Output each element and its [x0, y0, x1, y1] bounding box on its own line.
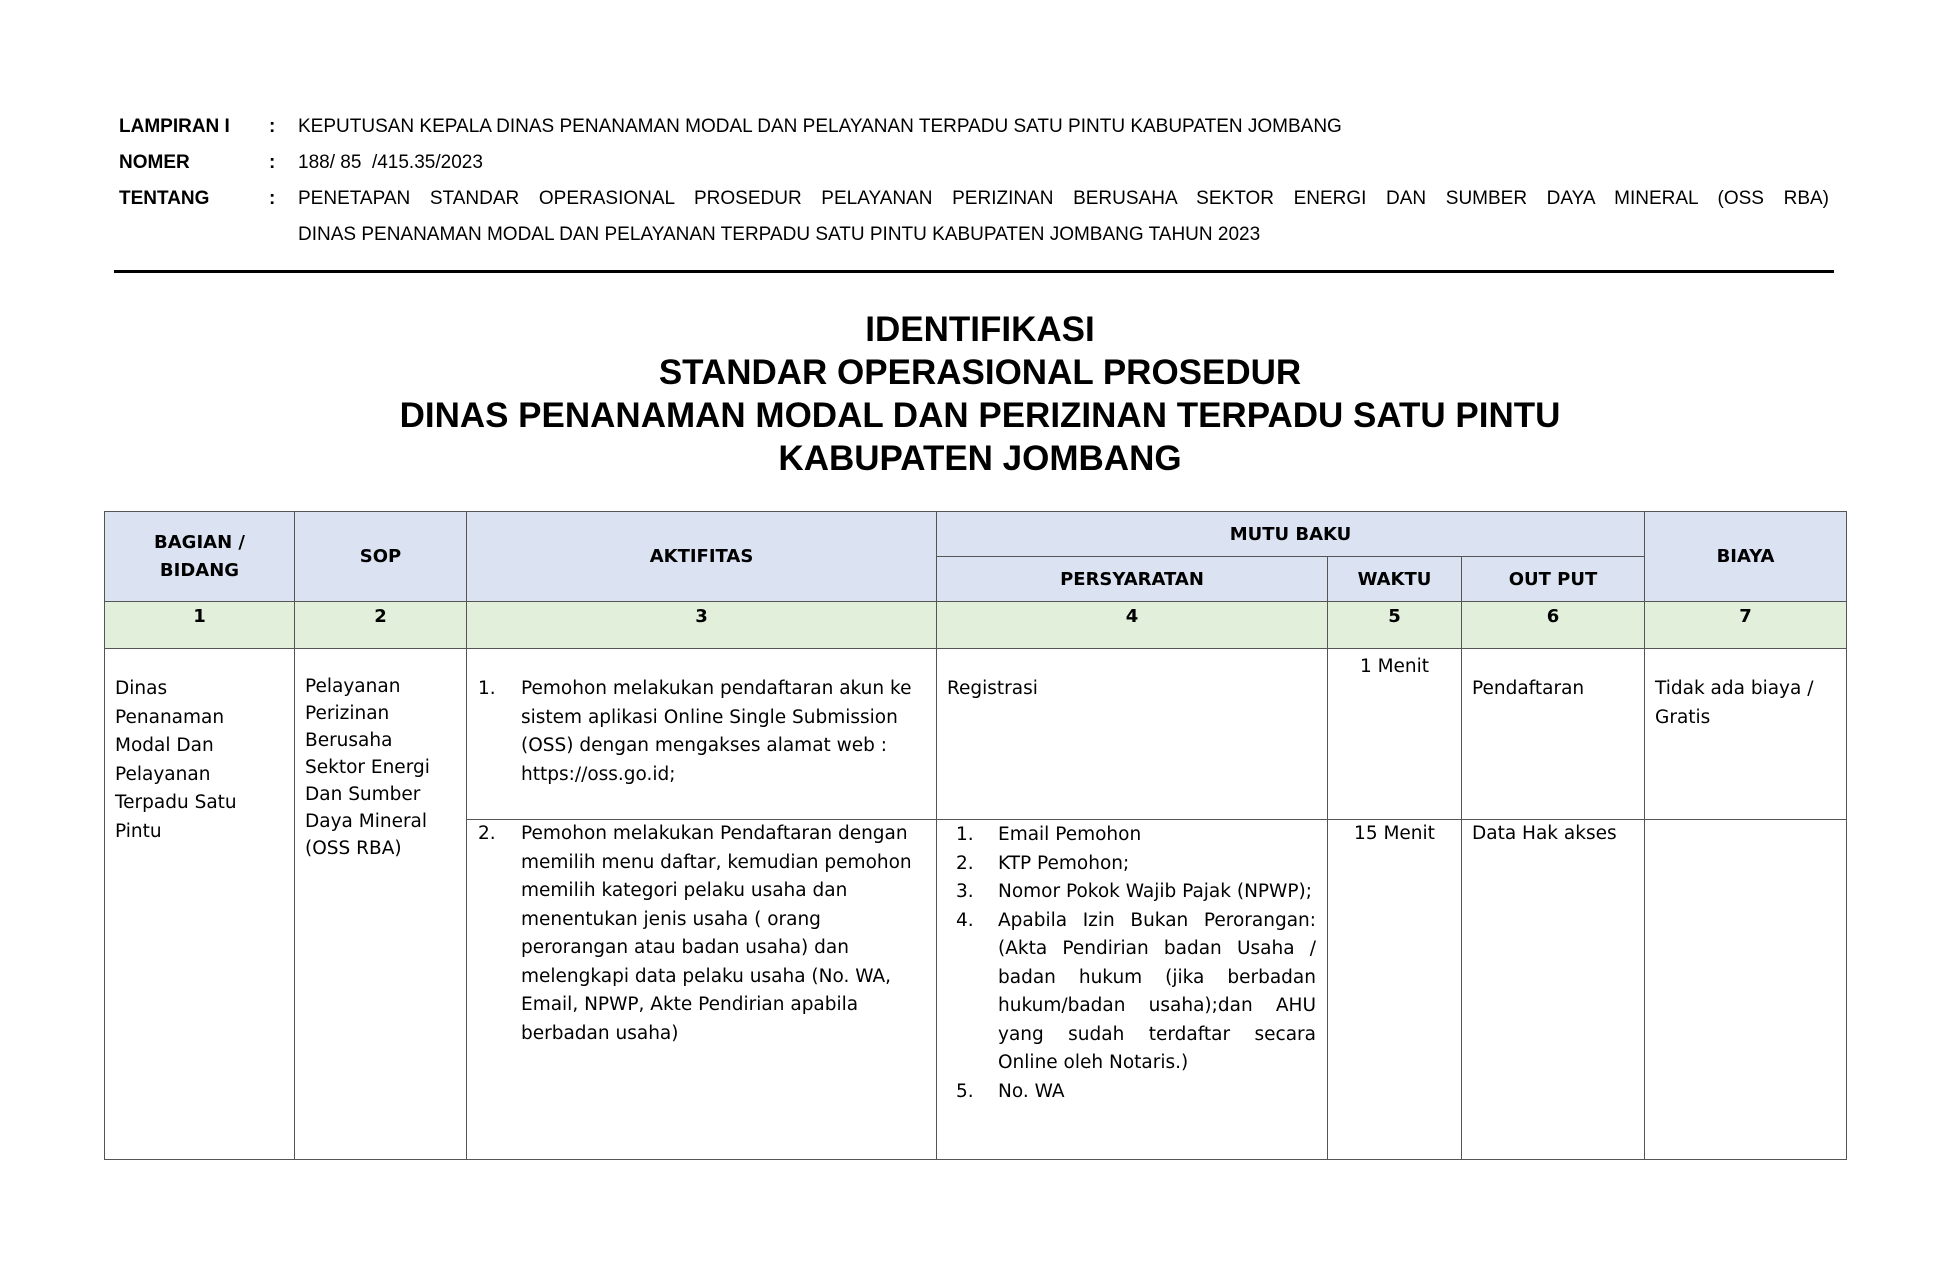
meta-value: 188/ 85 /415.35/2023 [298, 152, 483, 173]
requirement-text: Apabila Izin Bukan Perorangan: (Akta Pendirian badan Usaha / badan hukum (jika berbadan hukum/badan usaha);dan AHU yang sudah terdaftar secara Online oleh Notaris.) [998, 909, 1316, 1073]
meta-nomer [119, 151, 1829, 175]
header-bagian-label: BAGIAN / BIDANG [154, 531, 245, 581]
output-cell: Pendaftaran [1462, 649, 1645, 820]
document-meta [119, 115, 1829, 259]
meta-label: LAMPIRAN I [119, 116, 230, 137]
aktifitas-text: Pemohon melakukan pendaftaran akun ke sistem aplikasi Online Single Submission (OSS) dengan mengakses alamat web : https://oss.go.id; [521, 678, 912, 785]
column-number: 4 [937, 602, 1328, 649]
header-biaya: BIAYA [1645, 512, 1847, 602]
persyaratan-cell [937, 820, 1328, 1160]
waktu-cell: 15 Menit [1328, 820, 1462, 1160]
column-number: 1 [105, 602, 295, 649]
title-line: IDENTIFIKASI [865, 310, 1095, 349]
header-sop: SOP [295, 512, 467, 602]
meta-label: TENTANG [119, 188, 210, 209]
title-line: DINAS PENANAMAN MODAL DAN PERIZINAN TERPADU SATU PINTU [399, 396, 1561, 435]
meta-colon: : [269, 188, 276, 209]
column-number: 6 [1462, 602, 1645, 649]
list-number: 3. [956, 881, 974, 902]
column-number: 5 [1328, 602, 1462, 649]
header-aktifitas: AKTIFITAS [467, 512, 937, 602]
requirement-text: Nomor Pokok Wajib Pajak (NPWP); [998, 881, 1312, 902]
bagian-text: Dinas Penanaman Modal Dan Pelayanan Terpadu Satu Pintu [115, 678, 237, 842]
meta-value-line: DINAS PENANAMAN MODAL DAN PELAYANAN TERPADU SATU PINTU KABUPATEN JOMBANG TAHUN 2023 [298, 224, 1261, 245]
biaya-text: Tidak ada biaya / Gratis [1655, 678, 1814, 728]
list-number: 2. [478, 823, 496, 844]
header-bagian [105, 512, 295, 602]
list-number: 5. [956, 1080, 974, 1102]
meta-label: NOMER [119, 152, 190, 173]
meta-colon: : [269, 116, 276, 137]
meta-lampiran [119, 115, 1829, 139]
list-item [938, 1078, 1326, 1107]
document-title [0, 308, 1949, 480]
header-divider [114, 270, 1834, 273]
requirement-text: No. WA [998, 1080, 1065, 1102]
title-line: KABUPATEN JOMBANG [778, 439, 1182, 478]
header-mutu-baku: MUTU BAKU [937, 512, 1645, 557]
meta-colon: : [269, 152, 276, 173]
list-number: 1. [478, 678, 496, 699]
meta-value [298, 187, 1829, 247]
list-item [938, 878, 1326, 907]
waktu-cell: 1 Menit [1328, 649, 1462, 820]
aktifitas-text: Pemohon melakukan Pendaftaran dengan memilih menu daftar, kemudian pemohon memilih kategori pelaku usaha dan menentukan jenis usaha ( orang perorangan atau badan usaha) dan melengkapi data pelaku usaha (No. WA, Email, NPWP, Akte Pendirian apabila berbadan usaha) [521, 823, 912, 1044]
requirement-text: Email Pemohon [998, 824, 1142, 845]
aktifitas-cell [467, 649, 937, 820]
column-number-row [105, 602, 1847, 649]
meta-tentang [119, 187, 1829, 247]
header-persyaratan: PERSYARATAN [937, 557, 1328, 602]
list-number: 1. [956, 824, 974, 845]
sop-text: Pelayanan Perizinan Berusaha Sektor Energi Dan Sumber Daya Mineral (OSS RBA) [305, 676, 430, 859]
sop-table [104, 511, 1847, 1160]
aktifitas-cell [467, 820, 937, 1160]
column-number: 2 [295, 602, 467, 649]
meta-value: KEPUTUSAN KEPALA DINAS PENANAMAN MODAL DAN PELAYANAN TERPADU SATU PINTU KABUPATEN JOMBANG [298, 116, 1342, 137]
header-waktu: WAKTU [1328, 557, 1462, 602]
list-item [468, 820, 935, 1048]
biaya-cell [1645, 649, 1847, 820]
list-number: 2. [956, 852, 974, 874]
list-item [938, 821, 1326, 850]
list-item [938, 850, 1326, 879]
table-row [105, 649, 1847, 820]
output-cell: Data Hak akses [1462, 820, 1645, 1160]
requirement-text: KTP Pemohon; [998, 852, 1130, 874]
persyaratan-cell: Registrasi [937, 649, 1328, 820]
list-number: 4. [956, 909, 974, 931]
list-item [938, 907, 1326, 1078]
column-number: 3 [467, 602, 937, 649]
list-item [468, 675, 935, 789]
sop-cell [295, 649, 467, 1160]
meta-value-line: PENETAPAN STANDAR OPERASIONAL PROSEDUR PELAYANAN PERIZINAN BERUSAHA SEKTOR ENERGI DAN SUMBER DAYA MINERAL (OSS RBA) [298, 188, 1829, 209]
biaya-cell [1645, 820, 1847, 1160]
header-output: OUT PUT [1462, 557, 1645, 602]
title-line: STANDAR OPERASIONAL PROSEDUR [658, 353, 1302, 392]
bagian-cell [105, 649, 295, 1160]
requirements-list [938, 821, 1326, 1106]
column-number: 7 [1645, 602, 1847, 649]
